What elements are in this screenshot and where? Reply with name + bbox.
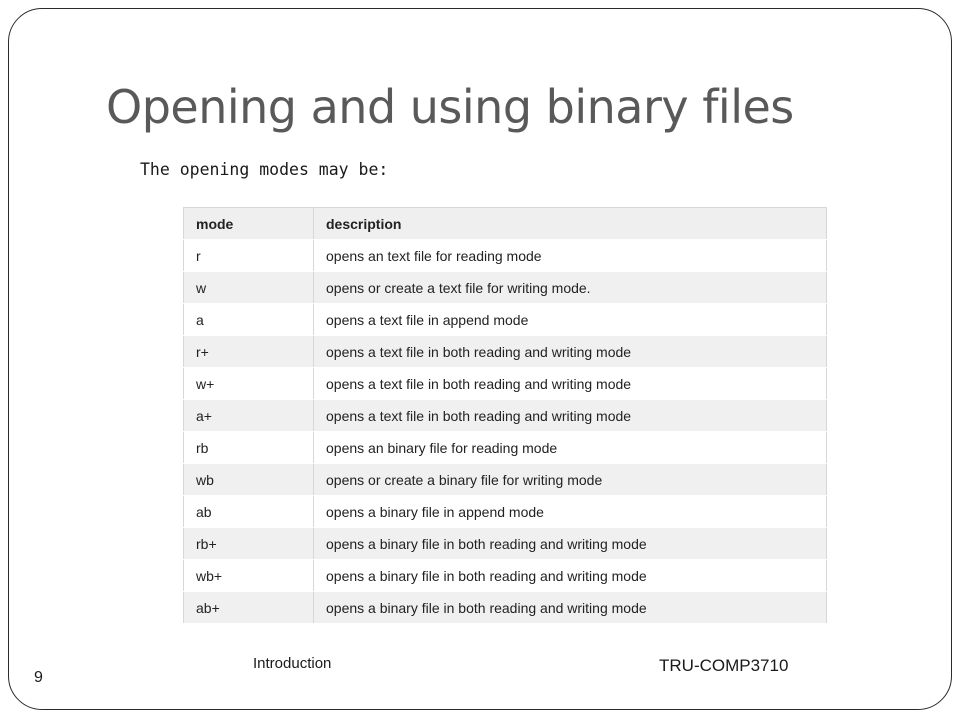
table-row (184, 464, 827, 496)
mode-cell: r+ (184, 336, 314, 368)
description-cell: opens a binary file in both reading and writing mode (314, 592, 827, 624)
description-cell: opens a binary file in both reading and writing mode (314, 560, 827, 592)
mode-cell: w+ (184, 368, 314, 400)
description-cell: opens a text file in both reading and writing mode (314, 336, 827, 368)
table-row (184, 336, 827, 368)
mode-cell: ab+ (184, 592, 314, 624)
table-row (184, 304, 827, 336)
description-cell: opens a text file in both reading and writing mode (314, 400, 827, 432)
table-row (184, 240, 827, 272)
table-row (184, 432, 827, 464)
table-row (184, 496, 827, 528)
description-cell: opens a text file in both reading and writing mode (314, 368, 827, 400)
footer-section-label: Introduction (253, 655, 332, 672)
column-header-description: description (314, 208, 827, 240)
description-cell: opens or create a binary file for writing mode (314, 464, 827, 496)
mode-cell: a (184, 304, 314, 336)
description-cell: opens an binary file for reading mode (314, 432, 827, 464)
mode-cell: rb (184, 432, 314, 464)
description-cell: opens a binary file in append mode (314, 496, 827, 528)
page-number: 9 (34, 669, 43, 686)
description-cell: opens or create a text file for writing mode. (314, 272, 827, 304)
table-row (184, 528, 827, 560)
table-row (184, 592, 827, 624)
footer-course-code: TRU-COMP3710 (659, 656, 789, 675)
description-cell: opens a text file in append mode (314, 304, 827, 336)
table-row (184, 400, 827, 432)
description-cell: opens a binary file in both reading and writing mode (314, 528, 827, 560)
slide-title: Opening and using binary files (106, 80, 794, 134)
table-header-row (184, 208, 827, 240)
mode-cell: rb+ (184, 528, 314, 560)
mode-cell: w (184, 272, 314, 304)
mode-cell: r (184, 240, 314, 272)
table-row (184, 560, 827, 592)
slide-subtitle: The opening modes may be: (140, 160, 389, 179)
mode-cell: ab (184, 496, 314, 528)
modes-table (183, 207, 827, 624)
mode-cell: wb (184, 464, 314, 496)
mode-cell: wb+ (184, 560, 314, 592)
column-header-mode: mode (184, 208, 314, 240)
description-cell: opens an text file for reading mode (314, 240, 827, 272)
mode-cell: a+ (184, 400, 314, 432)
table-row (184, 368, 827, 400)
table-row (184, 272, 827, 304)
